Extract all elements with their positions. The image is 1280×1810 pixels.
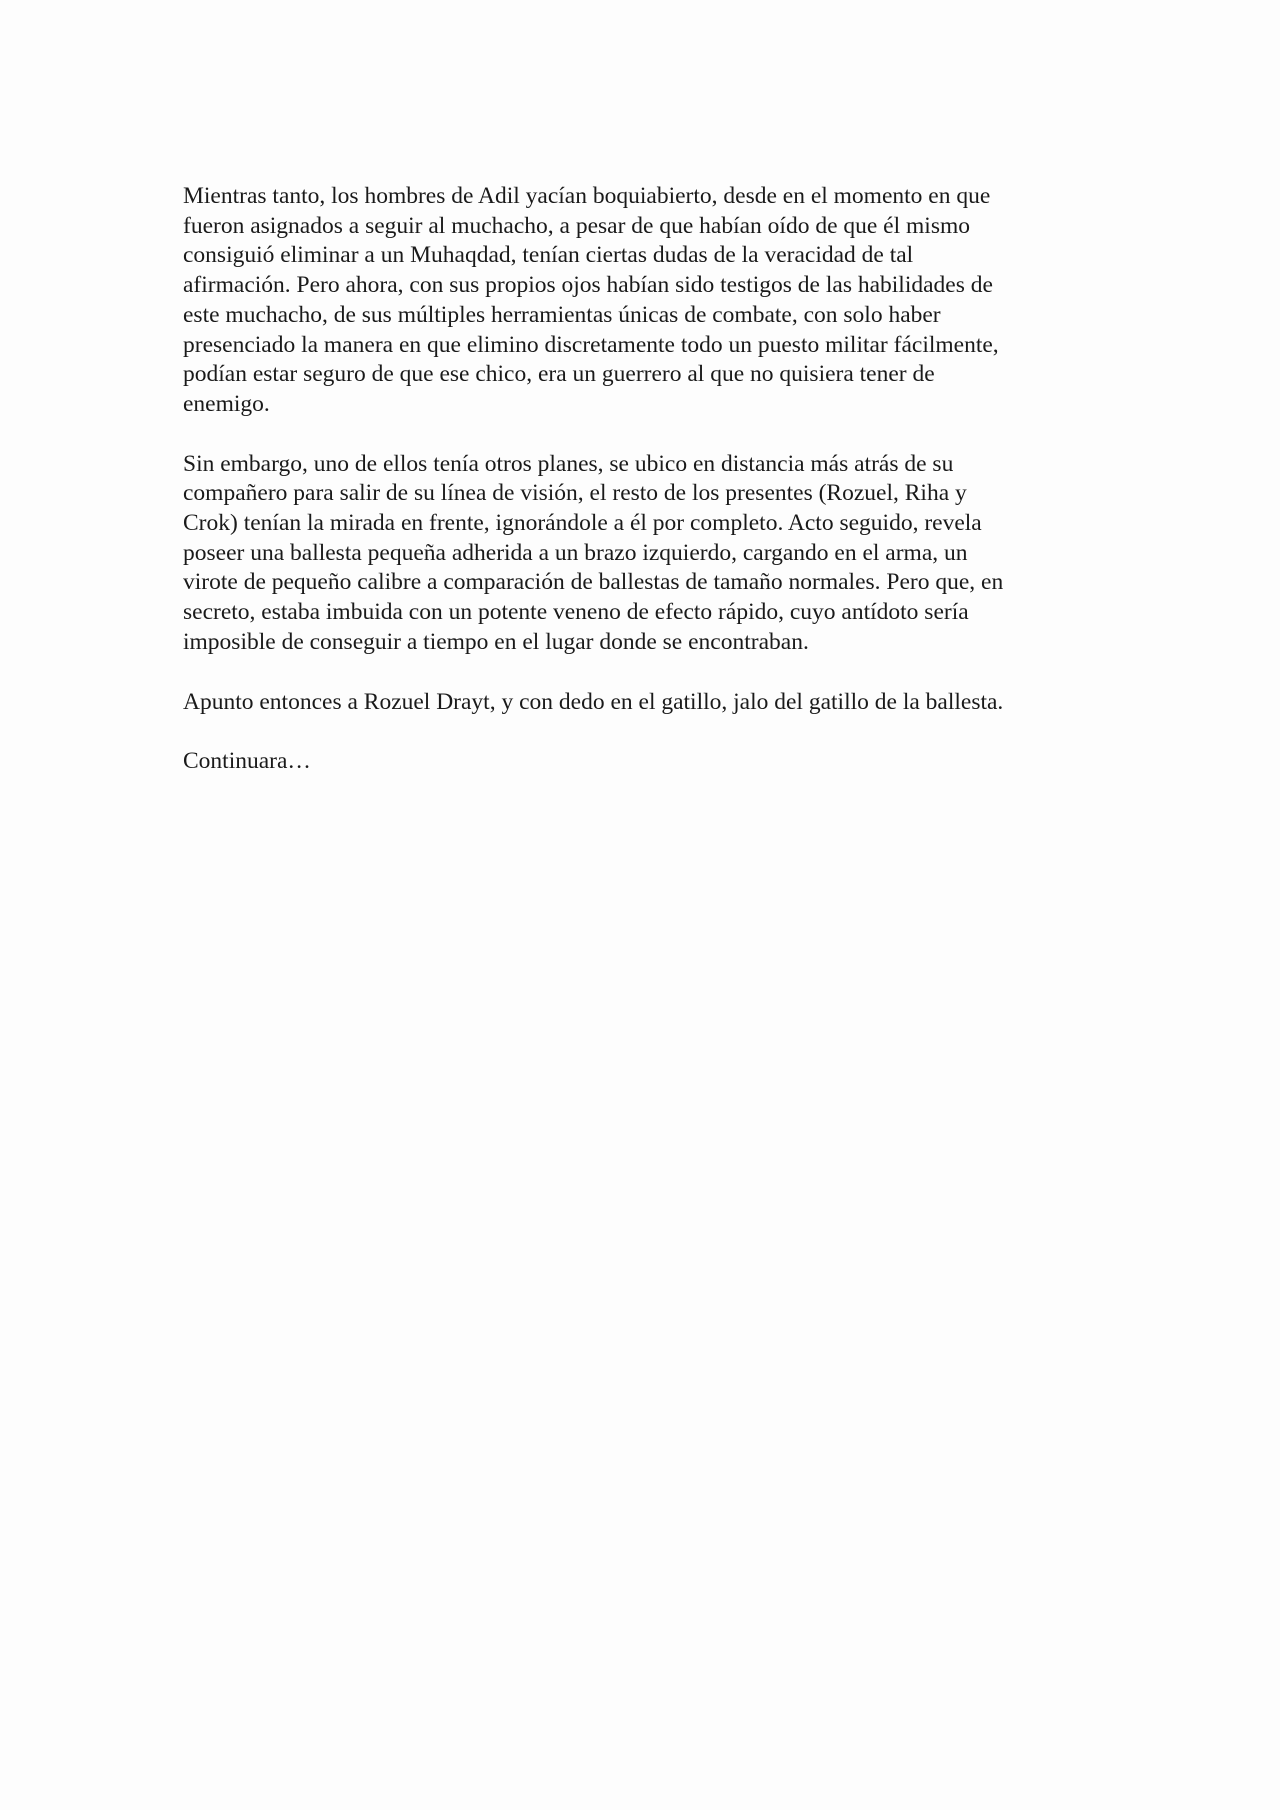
paragraph-3: Apunto entonces a Rozuel Drayt, y con dedo en el gatillo, jalo del gatillo de la ballesta. [183, 688, 1004, 715]
paragraph-2: Sin embargo, uno de ellos tenía otros planes, se ubico en distancia más atrás de su compañero para salir de su línea de visión, el resto de los presentes (Rozuel, Riha y Crok) tenían la mirada en frente, ignorándole a él por completo. Acto seguido, revela poseer una ballesta pequeña adherida a un brazo izquierdo, cargando en el arma, un virote de pequeño calibre a comparación de ballestas de tamaño normales. Pero que, en secreto, estaba imbuida con un potente veneno de efecto rápido, cuyo antídoto sería imposible de conseguir a tiempo en el lugar donde se encontraban. [183, 450, 1004, 655]
paragraph-4: Continuara… [183, 748, 311, 775]
paragraph-1: Mientras tanto, los hombres de Adil yacían boquiabierto, desde en el momento en que fueron asignados a seguir al muchacho, a pesar de que habían oído de que él mismo consiguió eliminar a un Muhaqdad, tenían ciertas dudas de la veracidad de tal afirmación. Pero ahora, con sus propios ojos habían sido testigos de las habilidades de este muchacho, de sus múltiples herramientas únicas de combate, con solo haber presenciado la manera en que elimino discretamente todo un puesto militar fácilmente, podían estar seguro de que ese chico, era un guerrero al que no quisiera tener de enemigo. [183, 183, 999, 417]
document-body [183, 182, 1103, 807]
